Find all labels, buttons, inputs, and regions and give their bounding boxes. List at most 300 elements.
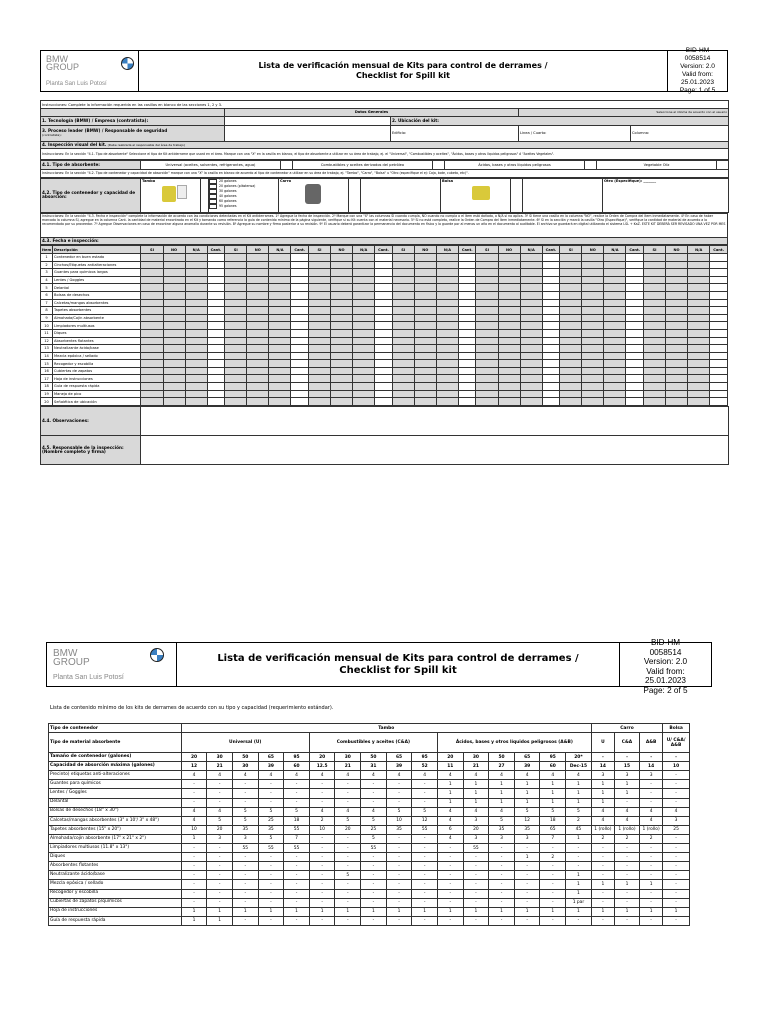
- check-si-cell[interactable]: [141, 261, 163, 269]
- check-si-cell[interactable]: [141, 375, 163, 383]
- check-si-cell[interactable]: [476, 383, 498, 391]
- checkbox-universal[interactable]: [281, 161, 293, 170]
- check-cant-cell[interactable]: [458, 367, 475, 375]
- check-cant-cell[interactable]: [626, 276, 643, 284]
- check-no-cell[interactable]: [666, 375, 688, 383]
- check-si-cell[interactable]: [476, 314, 498, 322]
- check-cant-cell[interactable]: [375, 269, 392, 277]
- check-no-cell[interactable]: [247, 390, 269, 398]
- check-cant-cell[interactable]: [710, 307, 728, 315]
- check-no-cell[interactable]: [498, 261, 520, 269]
- check-na-cell[interactable]: [688, 360, 710, 368]
- check-na-cell[interactable]: [185, 299, 207, 307]
- check-no-cell[interactable]: [582, 314, 604, 322]
- check-no-cell[interactable]: [163, 299, 185, 307]
- check-si-cell[interactable]: [308, 375, 330, 383]
- check-si-cell[interactable]: [225, 375, 247, 383]
- check-si-cell[interactable]: [225, 383, 247, 391]
- check-na-cell[interactable]: [604, 345, 626, 353]
- check-no-cell[interactable]: [498, 390, 520, 398]
- empresa-input[interactable]: [225, 116, 391, 125]
- check-si-cell[interactable]: [392, 345, 414, 353]
- checkbox-acidos[interactable]: [585, 161, 597, 170]
- tambo-size-6[interactable]: [209, 204, 278, 209]
- check-si-cell[interactable]: [560, 291, 582, 299]
- check-si-cell[interactable]: [476, 299, 498, 307]
- check-si-cell[interactable]: [476, 360, 498, 368]
- check-si-cell[interactable]: [476, 253, 498, 261]
- check-si-cell[interactable]: [643, 261, 665, 269]
- check-si-cell[interactable]: [308, 329, 330, 337]
- check-cant-cell[interactable]: [710, 261, 728, 269]
- check-no-cell[interactable]: [331, 291, 353, 299]
- check-cant-cell[interactable]: [207, 360, 224, 368]
- check-cant-cell[interactable]: [542, 383, 559, 391]
- check-no-cell[interactable]: [414, 284, 436, 292]
- check-no-cell[interactable]: [163, 261, 185, 269]
- check-si-cell[interactable]: [560, 398, 582, 406]
- check-si-cell[interactable]: [308, 352, 330, 360]
- check-na-cell[interactable]: [604, 329, 626, 337]
- check-cant-cell[interactable]: [207, 299, 224, 307]
- check-si-cell[interactable]: [476, 276, 498, 284]
- check-si-cell[interactable]: [392, 276, 414, 284]
- check-si-cell[interactable]: [392, 253, 414, 261]
- check-na-cell[interactable]: [436, 261, 458, 269]
- check-cant-cell[interactable]: [542, 261, 559, 269]
- check-cant-cell[interactable]: [375, 253, 392, 261]
- check-no-cell[interactable]: [666, 299, 688, 307]
- check-no-cell[interactable]: [582, 261, 604, 269]
- check-no-cell[interactable]: [414, 314, 436, 322]
- check-cant-cell[interactable]: [710, 383, 728, 391]
- check-na-cell[interactable]: [688, 352, 710, 360]
- check-no-cell[interactable]: [414, 375, 436, 383]
- check-si-cell[interactable]: [392, 261, 414, 269]
- check-no-cell[interactable]: [498, 276, 520, 284]
- check-na-cell[interactable]: [688, 322, 710, 330]
- check-cant-cell[interactable]: [458, 383, 475, 391]
- check-cant-cell[interactable]: [626, 253, 643, 261]
- check-si-cell[interactable]: [308, 284, 330, 292]
- check-no-cell[interactable]: [666, 337, 688, 345]
- check-cant-cell[interactable]: [291, 337, 308, 345]
- check-na-cell[interactable]: [353, 291, 375, 299]
- check-cant-cell[interactable]: [375, 367, 392, 375]
- check-na-cell[interactable]: [604, 390, 626, 398]
- check-cant-cell[interactable]: [626, 375, 643, 383]
- check-si-cell[interactable]: [476, 375, 498, 383]
- check-cant-cell[interactable]: [375, 360, 392, 368]
- check-na-cell[interactable]: [436, 276, 458, 284]
- check-no-cell[interactable]: [163, 337, 185, 345]
- check-na-cell[interactable]: [185, 291, 207, 299]
- check-cant-cell[interactable]: [542, 367, 559, 375]
- check-no-cell[interactable]: [666, 291, 688, 299]
- check-no-cell[interactable]: [666, 390, 688, 398]
- check-si-cell[interactable]: [643, 322, 665, 330]
- check-si-cell[interactable]: [141, 314, 163, 322]
- check-si-cell[interactable]: [225, 276, 247, 284]
- check-cant-cell[interactable]: [626, 322, 643, 330]
- check-si-cell[interactable]: [392, 383, 414, 391]
- check-cant-cell[interactable]: [710, 337, 728, 345]
- check-na-cell[interactable]: [436, 322, 458, 330]
- check-na-cell[interactable]: [436, 307, 458, 315]
- otro-cell[interactable]: [603, 178, 729, 212]
- check-no-cell[interactable]: [331, 345, 353, 353]
- check-cant-cell[interactable]: [375, 322, 392, 330]
- check-na-cell[interactable]: [436, 367, 458, 375]
- check-si-cell[interactable]: [308, 291, 330, 299]
- check-no-cell[interactable]: [666, 284, 688, 292]
- check-na-cell[interactable]: [436, 253, 458, 261]
- check-na-cell[interactable]: [688, 291, 710, 299]
- check-cant-cell[interactable]: [458, 352, 475, 360]
- check-no-cell[interactable]: [331, 329, 353, 337]
- check-si-cell[interactable]: [141, 337, 163, 345]
- check-na-cell[interactable]: [185, 314, 207, 322]
- check-no-cell[interactable]: [331, 360, 353, 368]
- linea-field[interactable]: [519, 125, 631, 141]
- check-si-cell[interactable]: [560, 352, 582, 360]
- check-na-cell[interactable]: [436, 337, 458, 345]
- check-na-cell[interactable]: [269, 314, 291, 322]
- check-no-cell[interactable]: [414, 337, 436, 345]
- observations-input[interactable]: [141, 406, 729, 435]
- check-si-cell[interactable]: [392, 337, 414, 345]
- check-cant-cell[interactable]: [542, 253, 559, 261]
- check-na-cell[interactable]: [520, 352, 542, 360]
- check-no-cell[interactable]: [247, 276, 269, 284]
- check-si-cell[interactable]: [643, 367, 665, 375]
- check-cant-cell[interactable]: [207, 307, 224, 315]
- check-no-cell[interactable]: [582, 375, 604, 383]
- check-na-cell[interactable]: [436, 329, 458, 337]
- check-cant-cell[interactable]: [626, 269, 643, 277]
- check-cant-cell[interactable]: [710, 299, 728, 307]
- check-cant-cell[interactable]: [291, 352, 308, 360]
- check-cant-cell[interactable]: [626, 383, 643, 391]
- check-na-cell[interactable]: [269, 284, 291, 292]
- check-na-cell[interactable]: [436, 360, 458, 368]
- check-na-cell[interactable]: [269, 322, 291, 330]
- check-no-cell[interactable]: [666, 314, 688, 322]
- check-si-cell[interactable]: [643, 337, 665, 345]
- check-na-cell[interactable]: [269, 375, 291, 383]
- check-no-cell[interactable]: [163, 291, 185, 299]
- check-na-cell[interactable]: [520, 322, 542, 330]
- check-no-cell[interactable]: [247, 345, 269, 353]
- check-no-cell[interactable]: [163, 398, 185, 406]
- check-si-cell[interactable]: [392, 398, 414, 406]
- check-cant-cell[interactable]: [626, 345, 643, 353]
- check-si-cell[interactable]: [141, 253, 163, 261]
- check-no-cell[interactable]: [666, 322, 688, 330]
- check-no-cell[interactable]: [498, 253, 520, 261]
- check-na-cell[interactable]: [604, 375, 626, 383]
- check-no-cell[interactable]: [498, 284, 520, 292]
- check-si-cell[interactable]: [141, 322, 163, 330]
- check-cant-cell[interactable]: [626, 314, 643, 322]
- check-no-cell[interactable]: [666, 276, 688, 284]
- check-no-cell[interactable]: [331, 352, 353, 360]
- check-si-cell[interactable]: [643, 291, 665, 299]
- check-cant-cell[interactable]: [458, 398, 475, 406]
- check-si-cell[interactable]: [308, 337, 330, 345]
- check-si-cell[interactable]: [308, 390, 330, 398]
- check-si-cell[interactable]: [476, 390, 498, 398]
- check-cant-cell[interactable]: [207, 352, 224, 360]
- check-cant-cell[interactable]: [542, 276, 559, 284]
- check-na-cell[interactable]: [688, 284, 710, 292]
- check-si-cell[interactable]: [560, 390, 582, 398]
- check-cant-cell[interactable]: [207, 329, 224, 337]
- check-na-cell[interactable]: [353, 375, 375, 383]
- check-cant-cell[interactable]: [710, 253, 728, 261]
- check-no-cell[interactable]: [247, 337, 269, 345]
- check-si-cell[interactable]: [225, 398, 247, 406]
- check-cant-cell[interactable]: [542, 352, 559, 360]
- check-si-cell[interactable]: [643, 398, 665, 406]
- check-cant-cell[interactable]: [458, 261, 475, 269]
- check-no-cell[interactable]: [414, 253, 436, 261]
- check-cant-cell[interactable]: [291, 261, 308, 269]
- check-cant-cell[interactable]: [207, 276, 224, 284]
- check-si-cell[interactable]: [308, 322, 330, 330]
- check-cant-cell[interactable]: [542, 284, 559, 292]
- check-cant-cell[interactable]: [542, 375, 559, 383]
- check-si-cell[interactable]: [141, 367, 163, 375]
- check-no-cell[interactable]: [414, 360, 436, 368]
- check-si-cell[interactable]: [476, 337, 498, 345]
- check-no-cell[interactable]: [666, 253, 688, 261]
- check-na-cell[interactable]: [269, 307, 291, 315]
- check-cant-cell[interactable]: [458, 269, 475, 277]
- check-no-cell[interactable]: [331, 398, 353, 406]
- check-cant-cell[interactable]: [710, 367, 728, 375]
- check-na-cell[interactable]: [520, 345, 542, 353]
- check-si-cell[interactable]: [560, 345, 582, 353]
- check-na-cell[interactable]: [604, 291, 626, 299]
- check-na-cell[interactable]: [436, 390, 458, 398]
- check-cant-cell[interactable]: [542, 307, 559, 315]
- check-si-cell[interactable]: [141, 383, 163, 391]
- check-na-cell[interactable]: [353, 337, 375, 345]
- check-na-cell[interactable]: [520, 390, 542, 398]
- check-no-cell[interactable]: [331, 269, 353, 277]
- check-cant-cell[interactable]: [626, 284, 643, 292]
- check-si-cell[interactable]: [308, 299, 330, 307]
- check-no-cell[interactable]: [331, 322, 353, 330]
- check-no-cell[interactable]: [582, 367, 604, 375]
- check-si-cell[interactable]: [392, 322, 414, 330]
- check-na-cell[interactable]: [353, 276, 375, 284]
- check-si-cell[interactable]: [141, 398, 163, 406]
- check-cant-cell[interactable]: [626, 299, 643, 307]
- check-na-cell[interactable]: [353, 299, 375, 307]
- check-na-cell[interactable]: [185, 329, 207, 337]
- check-na-cell[interactable]: [269, 276, 291, 284]
- check-cant-cell[interactable]: [291, 390, 308, 398]
- check-cant-cell[interactable]: [626, 291, 643, 299]
- check-no-cell[interactable]: [498, 383, 520, 391]
- check-na-cell[interactable]: [604, 276, 626, 284]
- check-na-cell[interactable]: [688, 383, 710, 391]
- check-si-cell[interactable]: [308, 383, 330, 391]
- check-na-cell[interactable]: [353, 284, 375, 292]
- check-na-cell[interactable]: [436, 345, 458, 353]
- check-si-cell[interactable]: [476, 345, 498, 353]
- check-cant-cell[interactable]: [458, 284, 475, 292]
- check-cant-cell[interactable]: [710, 360, 728, 368]
- check-cant-cell[interactable]: [207, 322, 224, 330]
- check-no-cell[interactable]: [666, 352, 688, 360]
- check-no-cell[interactable]: [331, 284, 353, 292]
- check-na-cell[interactable]: [269, 291, 291, 299]
- check-na-cell[interactable]: [604, 253, 626, 261]
- check-si-cell[interactable]: [476, 398, 498, 406]
- check-na-cell[interactable]: [269, 360, 291, 368]
- check-si-cell[interactable]: [225, 307, 247, 315]
- check-no-cell[interactable]: [163, 367, 185, 375]
- check-no-cell[interactable]: [582, 299, 604, 307]
- check-na-cell[interactable]: [353, 360, 375, 368]
- check-si-cell[interactable]: [476, 284, 498, 292]
- check-no-cell[interactable]: [582, 398, 604, 406]
- check-si-cell[interactable]: [643, 360, 665, 368]
- check-cant-cell[interactable]: [458, 337, 475, 345]
- check-si-cell[interactable]: [560, 269, 582, 277]
- check-cant-cell[interactable]: [542, 390, 559, 398]
- check-na-cell[interactable]: [436, 291, 458, 299]
- check-cant-cell[interactable]: [375, 291, 392, 299]
- check-cant-cell[interactable]: [291, 269, 308, 277]
- check-si-cell[interactable]: [643, 383, 665, 391]
- check-no-cell[interactable]: [331, 261, 353, 269]
- check-cant-cell[interactable]: [710, 375, 728, 383]
- check-no-cell[interactable]: [582, 284, 604, 292]
- check-na-cell[interactable]: [604, 398, 626, 406]
- check-cant-cell[interactable]: [710, 269, 728, 277]
- check-si-cell[interactable]: [225, 299, 247, 307]
- check-si-cell[interactable]: [308, 314, 330, 322]
- check-na-cell[interactable]: [353, 367, 375, 375]
- check-cant-cell[interactable]: [710, 352, 728, 360]
- check-no-cell[interactable]: [498, 352, 520, 360]
- columna-field[interactable]: [631, 125, 729, 141]
- check-cant-cell[interactable]: [291, 375, 308, 383]
- check-no-cell[interactable]: [498, 345, 520, 353]
- check-na-cell[interactable]: [436, 284, 458, 292]
- check-cant-cell[interactable]: [542, 398, 559, 406]
- check-na-cell[interactable]: [353, 390, 375, 398]
- check-si-cell[interactable]: [560, 299, 582, 307]
- check-cant-cell[interactable]: [375, 314, 392, 322]
- check-si-cell[interactable]: [141, 390, 163, 398]
- check-no-cell[interactable]: [582, 307, 604, 315]
- check-cant-cell[interactable]: [458, 253, 475, 261]
- check-no-cell[interactable]: [331, 337, 353, 345]
- check-cant-cell[interactable]: [291, 284, 308, 292]
- check-no-cell[interactable]: [331, 276, 353, 284]
- check-cant-cell[interactable]: [542, 291, 559, 299]
- check-si-cell[interactable]: [392, 375, 414, 383]
- check-si-cell[interactable]: [392, 367, 414, 375]
- check-no-cell[interactable]: [414, 352, 436, 360]
- check-na-cell[interactable]: [269, 261, 291, 269]
- check-si-cell[interactable]: [392, 299, 414, 307]
- check-cant-cell[interactable]: [458, 329, 475, 337]
- check-si-cell[interactable]: [560, 261, 582, 269]
- check-si-cell[interactable]: [308, 261, 330, 269]
- check-na-cell[interactable]: [269, 383, 291, 391]
- check-cant-cell[interactable]: [542, 269, 559, 277]
- check-na-cell[interactable]: [520, 383, 542, 391]
- check-no-cell[interactable]: [247, 375, 269, 383]
- check-cant-cell[interactable]: [291, 367, 308, 375]
- check-si-cell[interactable]: [141, 360, 163, 368]
- check-cant-cell[interactable]: [710, 329, 728, 337]
- check-cant-cell[interactable]: [458, 322, 475, 330]
- check-na-cell[interactable]: [688, 307, 710, 315]
- check-si-cell[interactable]: [560, 367, 582, 375]
- check-no-cell[interactable]: [582, 329, 604, 337]
- check-cant-cell[interactable]: [291, 329, 308, 337]
- check-na-cell[interactable]: [604, 269, 626, 277]
- check-na-cell[interactable]: [604, 307, 626, 315]
- check-cant-cell[interactable]: [291, 299, 308, 307]
- check-cant-cell[interactable]: [375, 398, 392, 406]
- check-no-cell[interactable]: [163, 375, 185, 383]
- check-na-cell[interactable]: [688, 276, 710, 284]
- check-si-cell[interactable]: [560, 337, 582, 345]
- check-cant-cell[interactable]: [207, 375, 224, 383]
- check-na-cell[interactable]: [185, 383, 207, 391]
- check-cant-cell[interactable]: [710, 276, 728, 284]
- check-na-cell[interactable]: [353, 352, 375, 360]
- check-na-cell[interactable]: [688, 329, 710, 337]
- check-cant-cell[interactable]: [207, 337, 224, 345]
- check-cant-cell[interactable]: [207, 284, 224, 292]
- check-na-cell[interactable]: [185, 276, 207, 284]
- check-no-cell[interactable]: [331, 383, 353, 391]
- check-no-cell[interactable]: [414, 322, 436, 330]
- check-na-cell[interactable]: [185, 398, 207, 406]
- check-na-cell[interactable]: [269, 329, 291, 337]
- check-cant-cell[interactable]: [626, 307, 643, 315]
- check-no-cell[interactable]: [247, 314, 269, 322]
- check-no-cell[interactable]: [331, 307, 353, 315]
- check-cant-cell[interactable]: [458, 291, 475, 299]
- check-no-cell[interactable]: [498, 299, 520, 307]
- check-na-cell[interactable]: [185, 360, 207, 368]
- check-no-cell[interactable]: [247, 299, 269, 307]
- check-na-cell[interactable]: [604, 337, 626, 345]
- check-no-cell[interactable]: [163, 276, 185, 284]
- check-na-cell[interactable]: [353, 253, 375, 261]
- check-no-cell[interactable]: [414, 261, 436, 269]
- check-cant-cell[interactable]: [207, 253, 224, 261]
- check-no-cell[interactable]: [163, 329, 185, 337]
- check-na-cell[interactable]: [520, 253, 542, 261]
- check-cant-cell[interactable]: [626, 261, 643, 269]
- check-no-cell[interactable]: [414, 307, 436, 315]
- check-no-cell[interactable]: [666, 398, 688, 406]
- check-na-cell[interactable]: [353, 269, 375, 277]
- check-na-cell[interactable]: [604, 383, 626, 391]
- check-na-cell[interactable]: [353, 383, 375, 391]
